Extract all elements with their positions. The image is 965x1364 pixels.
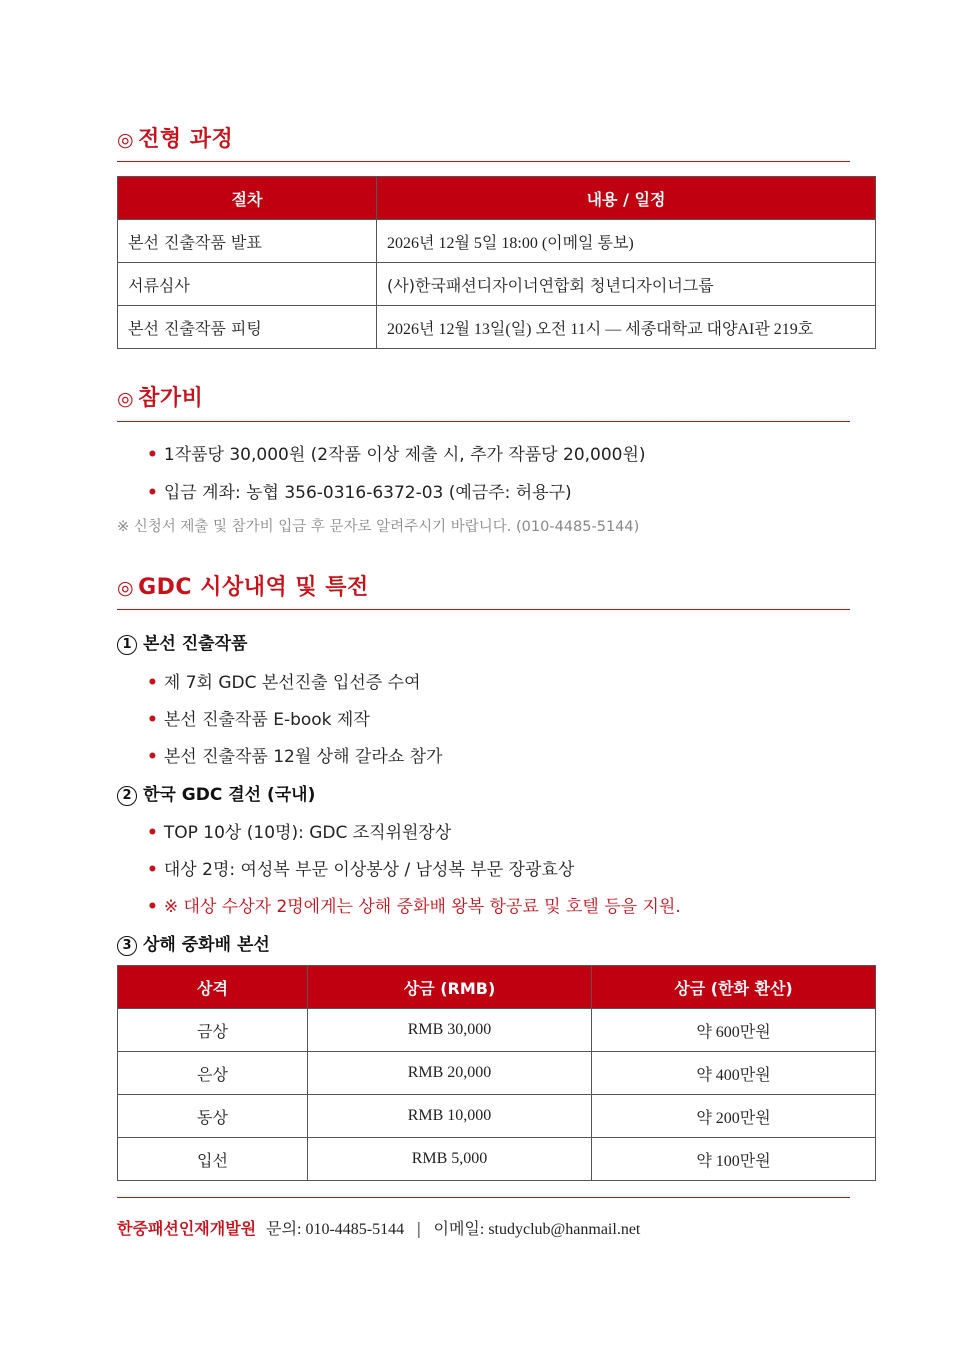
bullet-dot-icon: • (147, 673, 158, 693)
section-divider (117, 161, 850, 162)
table-cell: 본선 진출작품 피팅 (118, 306, 377, 349)
table-cell: 약 400만원 (592, 1052, 876, 1095)
section-mark-icon: ◎ (117, 577, 135, 599)
column-header: 상금 (RMB) (308, 966, 592, 1009)
section-title-screening (117, 122, 233, 153)
award-bullet (147, 705, 370, 730)
circled-number-icon: 3 (117, 936, 137, 956)
circled-number-icon: 1 (117, 635, 137, 655)
subsection-title-text: 상해 중화배 본선 (143, 935, 270, 955)
bullet-text: 입금 계좌: 농협 356-0316-6372-03 (예금주: 허용구) (163, 483, 572, 503)
section-mark-icon: ◎ (117, 388, 135, 410)
award-highlight-note (147, 892, 681, 917)
bullet-text: ※ 대상 수상자 2명에게는 상해 중화배 왕복 항공료 및 호텔 등을 지원. (163, 897, 681, 917)
circled-number-icon: 2 (117, 786, 137, 806)
footer-divider (117, 1197, 850, 1198)
bullet-text: 본선 진출작품 E-book 제작 (163, 710, 370, 730)
prize-table (117, 965, 876, 1181)
footer-org-name: 한중패션인재개발원 (117, 1219, 257, 1238)
table-cell: 2026년 12월 5일 18:00 (이메일 통보) (377, 220, 876, 263)
table-row (118, 263, 876, 306)
table-cell: RMB 5,000 (308, 1138, 592, 1181)
section-title-fee (117, 381, 203, 412)
column-header: 내용 / 일정 (377, 177, 876, 220)
table-row (118, 306, 876, 349)
section-divider (117, 609, 850, 610)
footer-email: 이메일: studyclub@hanmail.net (433, 1221, 641, 1238)
column-header: 상금 (한화 환산) (592, 966, 876, 1009)
screening-table (117, 176, 876, 349)
table-cell: 금상 (118, 1009, 308, 1052)
fee-bullet (147, 478, 572, 503)
section-title-text: 전형 과정 (138, 127, 234, 152)
award-bullet (147, 818, 451, 843)
section-divider (117, 421, 850, 422)
section-title-text: 참가비 (138, 386, 204, 411)
bullet-dot-icon: • (147, 860, 158, 880)
table-cell: 은상 (118, 1052, 308, 1095)
table-row (118, 1095, 876, 1138)
column-header: 상격 (118, 966, 308, 1009)
table-cell: 본선 진출작품 발표 (118, 220, 377, 263)
table-header-row (118, 966, 876, 1009)
bullet-dot-icon: • (147, 747, 158, 767)
award-bullet (147, 855, 574, 880)
column-header: 절차 (118, 177, 377, 220)
bullet-text: 제 7회 GDC 본선진출 입선증 수여 (163, 673, 421, 693)
award-bullet (147, 742, 442, 767)
footer (117, 1216, 640, 1239)
bullet-text: 본선 진출작품 12월 상해 갈라쇼 참가 (163, 747, 443, 767)
section-mark-icon: ◎ (117, 129, 135, 151)
table-row (118, 1052, 876, 1095)
table-cell: (사)한국패션디자이너연합회 청년디자이너그룹 (377, 263, 876, 306)
subsection-title (117, 629, 247, 655)
subsection-title (117, 780, 315, 806)
table-cell: 동상 (118, 1095, 308, 1138)
table-row (118, 1138, 876, 1181)
bullet-text: TOP 10상 (10명): GDC 조직위원장상 (163, 823, 452, 843)
bullet-dot-icon: • (147, 710, 158, 730)
fee-note: ※ 신청서 제출 및 참가비 입금 후 문자로 알려주시기 바랍니다. (010-4485-5144) (117, 519, 640, 535)
fee-bullet (147, 440, 646, 465)
table-cell: RMB 20,000 (308, 1052, 592, 1095)
subsection-title-text: 본선 진출작품 (143, 634, 248, 654)
table-row (118, 1009, 876, 1052)
table-cell: 약 100만원 (592, 1138, 876, 1181)
award-bullet (147, 668, 421, 693)
bullet-dot-icon: • (147, 823, 158, 843)
bullet-dot-icon: • (147, 897, 158, 917)
section-title-awards (117, 570, 369, 601)
table-cell: 입선 (118, 1138, 308, 1181)
table-cell: RMB 10,000 (308, 1095, 592, 1138)
table-cell: 서류심사 (118, 263, 377, 306)
table-header-row (118, 177, 876, 220)
bullet-text: 대상 2명: 여성복 부문 이상봉상 / 남성복 부문 장광효상 (163, 860, 575, 880)
table-cell: RMB 30,000 (308, 1009, 592, 1052)
bullet-dot-icon: • (147, 445, 158, 465)
table-cell: 약 200만원 (592, 1095, 876, 1138)
bullet-dot-icon: • (147, 483, 158, 503)
footer-contact: 문의: 010-4485-5144 (266, 1221, 405, 1238)
subsection-title-text: 한국 GDC 결선 (국내) (143, 785, 316, 805)
section-title-text: GDC 시상내역 및 특전 (138, 575, 369, 600)
bullet-text: 1작품당 30,000원 (2작품 이상 제출 시, 추가 작품당 20,000원) (163, 445, 646, 465)
subsection-title (117, 930, 270, 956)
table-row (118, 220, 876, 263)
table-cell: 2026년 12월 13일(일) 오전 11시 — 세종대학교 대양AI관 219호 (377, 306, 876, 349)
table-cell: 약 600만원 (592, 1009, 876, 1052)
footer-separator: | (416, 1219, 422, 1238)
